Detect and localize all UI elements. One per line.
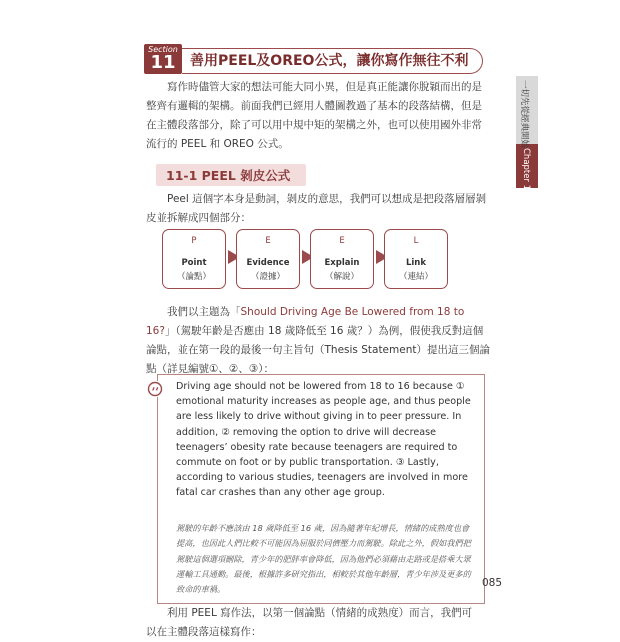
quote-badge-icon [145,381,167,397]
peel-step-point [162,229,226,289]
peel-step-explain [310,229,374,289]
intro-paragraph: 寫作時儘管大家的想法可能大同小異，但是真正能讓你脫穎而出的是整齊有邏輯的架構。前面我們已經用人體圖教過了基本的段落結構，但是在主體段落部分，除了可以用中規中矩的架構之外，也可以使用國外非常流行的 PEEL 和 OREO 公式。 [146,81,482,150]
peel-word: Explain [324,258,360,268]
peel-step-link [384,229,448,289]
chapter-tab-title: 一切先從經典開始 [519,80,529,149]
peel-letter: E [265,236,271,246]
peel-chinese: （解說） [324,272,359,282]
peel-word: Link [405,258,427,268]
topic-highlight: Should Driving Age Be Lowered from 18 to 16? [146,306,465,337]
topic-after: 」（駕駛年齡是否應由 18 歲降低至 16 歲？）為例，假使我反對這個論點，並在第一段的最後一句主旨句（Thesis Statement）提出這三個論點（詳見編號①、②、③）： [146,325,490,375]
peel-chinese: （論點） [176,272,211,282]
subsection-paragraph: Peel 這個字本身是動詞，剝皮的意思，我們可以想成是把段落層層剝皮並拆解成四個部分： [146,193,487,224]
peel-letter: E [339,236,345,246]
example-english: Driving age should not be lowered from 18 to 16 because ① emotional maturity increases as people age, and thus people are less likely to drive without giving in to peer pressure. In addition, ② removing the option to drive will decrease teenagers’ obesity rate because teenagers are required to commute on foot or by public transportation. ③ Lastly, according to various studies, teenagers are involved in more fatal car crashes than any other age group. [176,381,471,499]
section-title: 善用PEEL及OREO公式，讓你寫作無往不利 [190,53,469,69]
subsection-title: 11-1 PEEL 剝皮公式 [166,168,291,183]
example-chinese: 駕駛的年齡不應該由 18 歲降低至 16 歲，因為隨著年紀增長，情緒的成熟度也會提高，也因此人們比較不可能因為屈服於同儕壓力而駕駛。除此之外，假如我們把駕駛這個選項刪除，青少年的肥胖率會降低，因為他們必須藉由走路或是搭乘大眾運輸工具通勤。最後，根據許多研究指出，相較於其他年齡層，青少年涉及更多的致命的車禍。 [176,523,471,595]
topic-before: 我們以主題為「 [167,306,241,318]
section-badge [144,44,182,74]
chapter-tab-number: Chapter 1 [521,148,531,191]
peel-letter: L [413,236,419,246]
page-number: 085 [482,577,503,589]
peel-chinese: （證據） [250,272,285,282]
peel-letter: P [191,236,197,246]
section-label: Section [148,45,178,54]
peel-step-evidence [236,229,300,289]
closing-paragraph: 利用 PEEL 寫作法，以第一個論點（情緒的成熟度）而言，我們可以在主體段落這樣寫作： [146,604,476,620]
section-number: 11 [150,52,176,73]
topic-paragraph [146,303,490,379]
peel-word: Point [181,258,207,268]
peel-word: Evidence [246,258,290,268]
peel-chinese: （連結） [398,272,433,282]
